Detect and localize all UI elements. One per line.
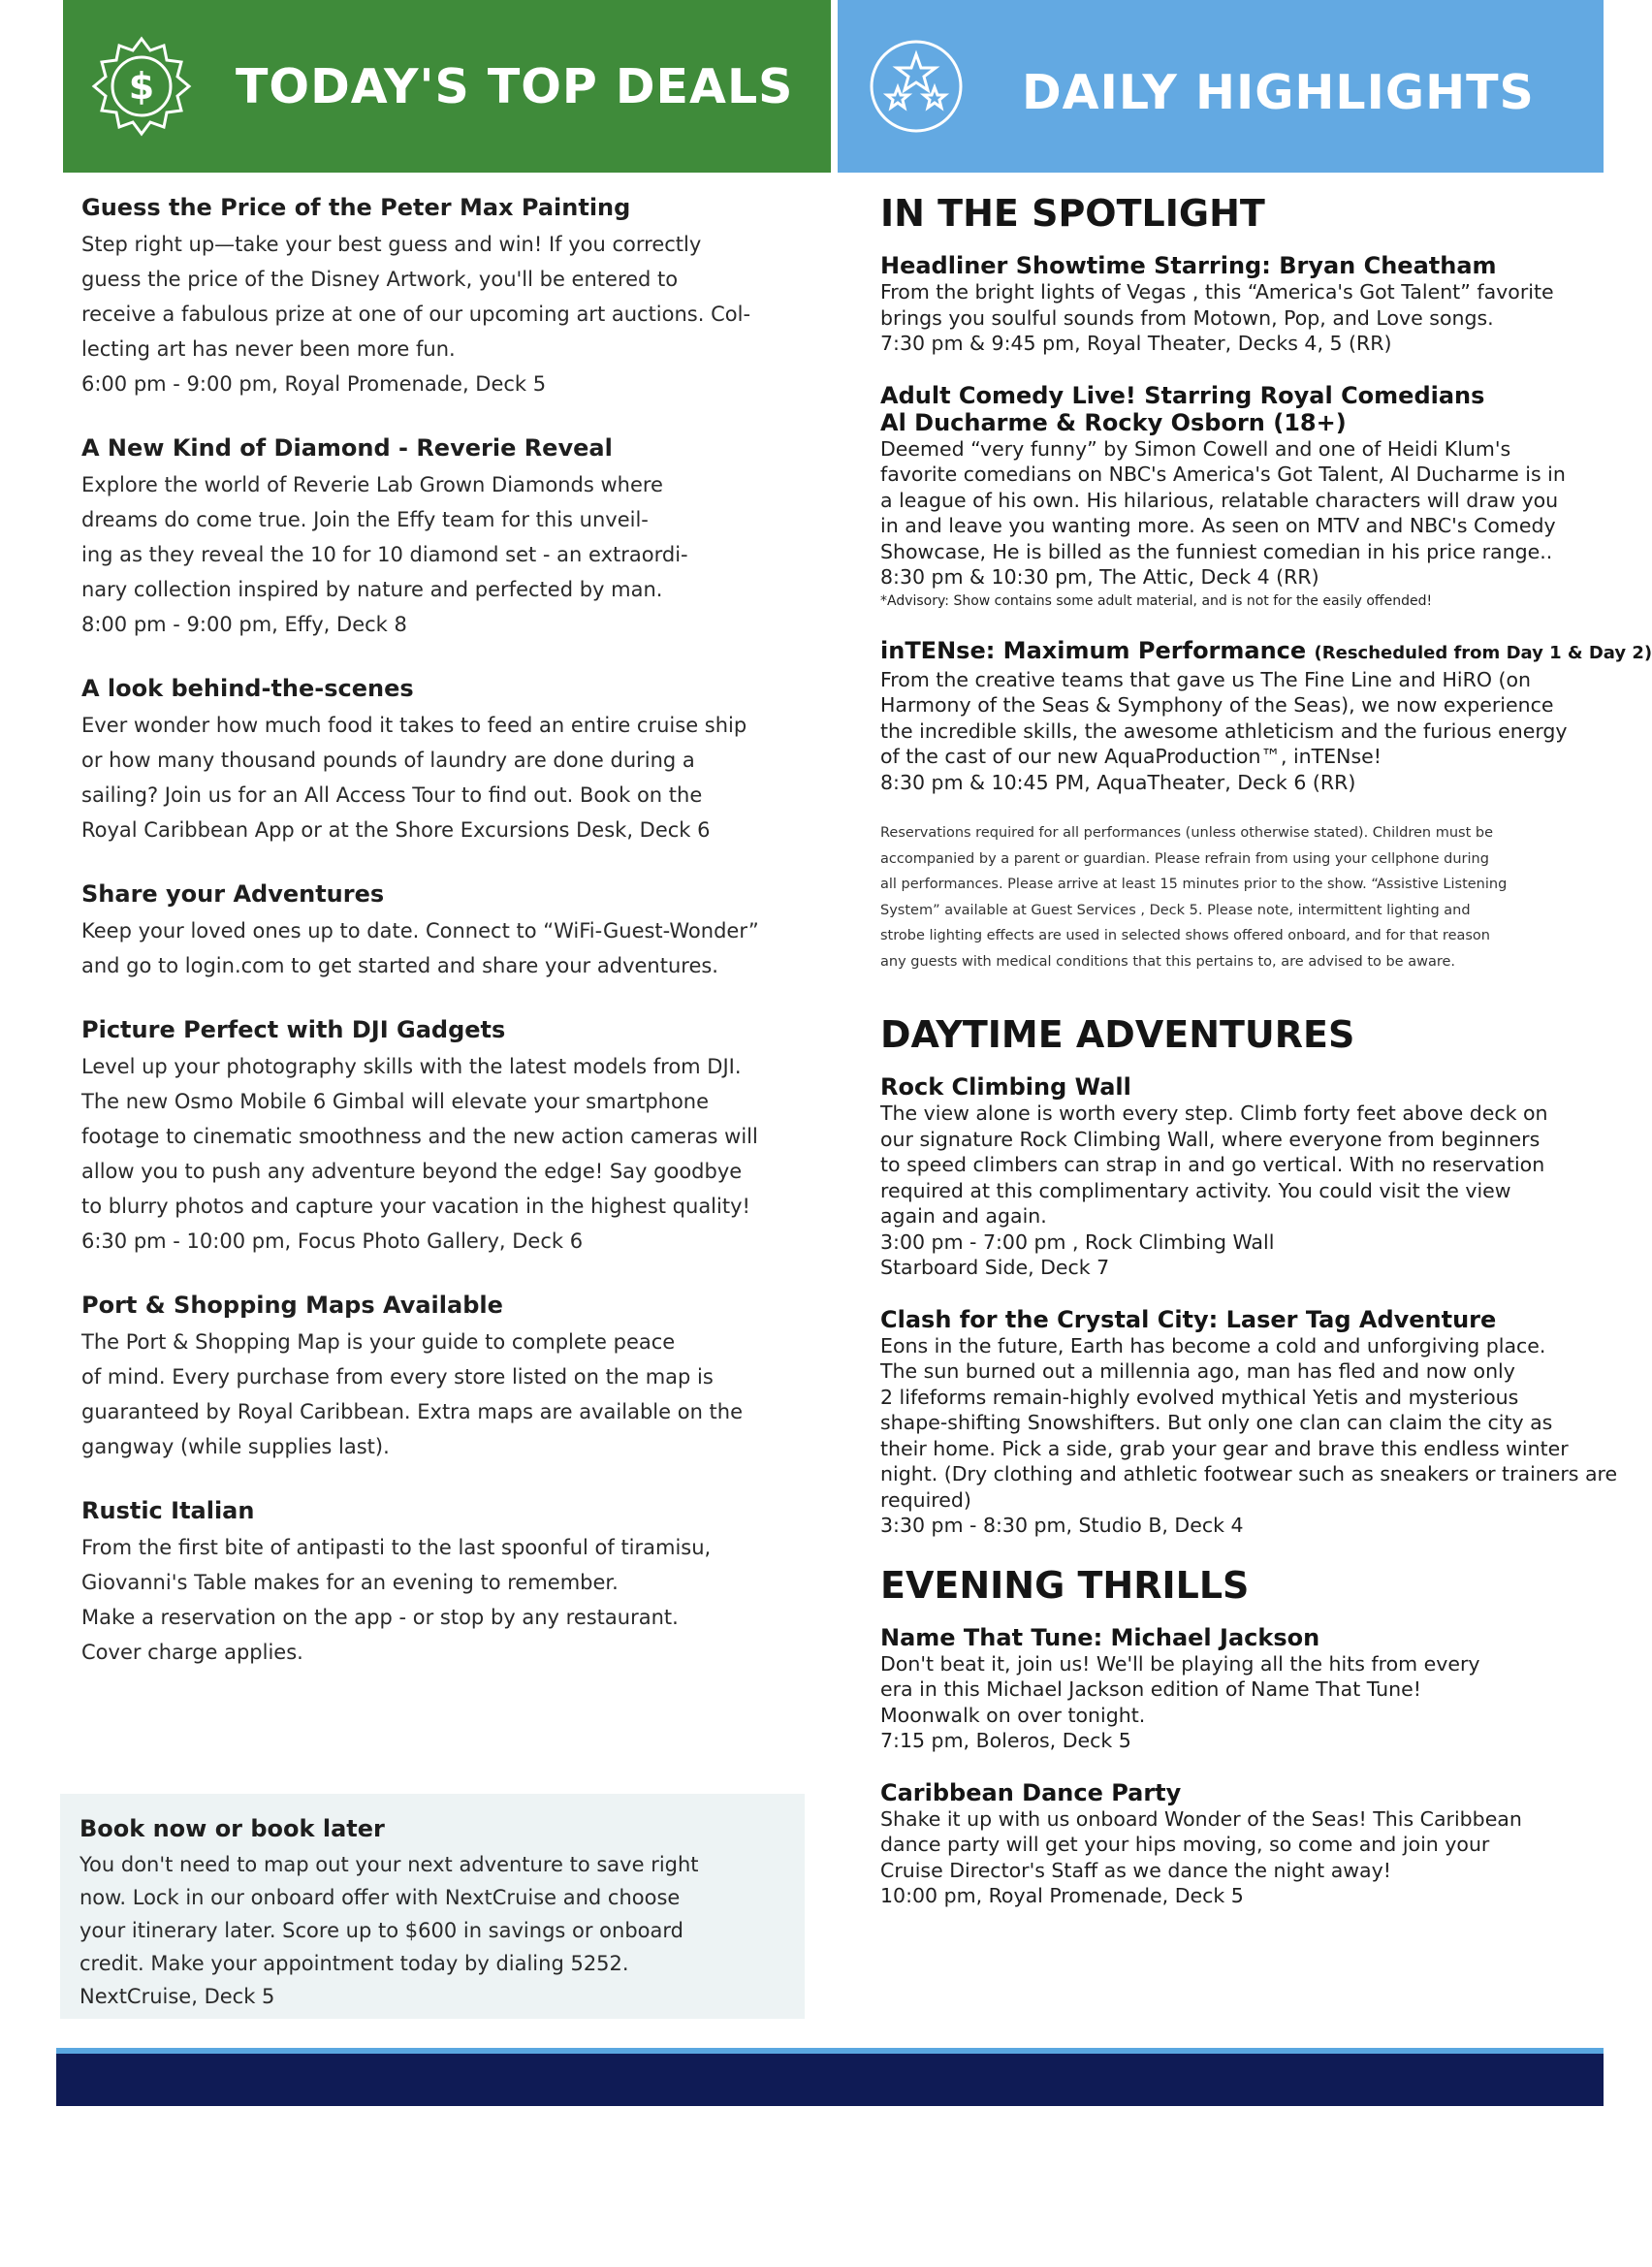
deal-time: 6:00 pm - 9:00 pm, Royal Promenade, Deck 5 xyxy=(81,372,547,396)
deal-body xyxy=(81,1325,789,1464)
event-line: The sun burned out a millennia ago, man has fled and now only xyxy=(880,1359,1515,1383)
event-line: again and again. xyxy=(880,1204,1047,1228)
event-time: 8:30 pm & 10:30 pm, The Attic, Deck 4 (RR) xyxy=(880,565,1319,589)
event-line: era in this Michael Jackson edition of Name That Tune! xyxy=(880,1677,1421,1701)
event-title: Headliner Showtime Starring: Bryan Cheatham xyxy=(880,252,1497,279)
spotlight-heading: IN THE SPOTLIGHT xyxy=(880,192,1265,235)
deal-body xyxy=(81,708,789,847)
event-advisory: *Advisory: Show contains some adult material, and is not for the easily offended! xyxy=(880,592,1433,609)
event-line: night. (Dry clothing and athletic footwear such as sneakers or trainers are xyxy=(880,1462,1618,1485)
event-line: Moonwalk on over tonight. xyxy=(880,1703,1146,1727)
deal-time: 6:30 pm - 10:00 pm, Focus Photo Gallery, Deck 6 xyxy=(81,1229,584,1253)
evening-heading: EVENING THRILLS xyxy=(880,1563,1250,1607)
deal-line: lecting art has never been more fun. xyxy=(81,337,456,361)
fineprint-line: accompanied by a parent or guardian. Please refrain from using your cellphone during xyxy=(880,850,1489,867)
deal-line: nary collection inspired by nature and perfected by man. xyxy=(81,578,663,601)
deal-line: The new Osmo Mobile 6 Gimbal will elevate your smartphone xyxy=(81,1090,710,1113)
deal-line: Explore the world of Reverie Lab Grown Diamonds where xyxy=(81,473,663,496)
deal-body xyxy=(81,913,789,983)
deal-line: or how many thousand pounds of laundry are done during a xyxy=(81,749,695,772)
event-line: From the creative teams that gave us The Fine Line and HiRO (on xyxy=(880,667,1532,691)
deal-title: Port & Shopping Maps Available xyxy=(81,1292,503,1319)
deal-item xyxy=(81,1292,789,1464)
book-now-body xyxy=(79,1848,805,2013)
event-location: Starboard Side, Deck 7 xyxy=(880,1256,1110,1279)
deal-body xyxy=(81,1530,789,1670)
deal-line: footage to cinematic smoothness and the new action cameras will xyxy=(81,1125,758,1148)
deal-body xyxy=(81,227,789,401)
event-line: The view alone is worth every step. Climb forty feet above deck on xyxy=(880,1102,1548,1125)
highlights-column xyxy=(880,192,1652,1934)
daytime-event xyxy=(880,1305,1618,1539)
deal-item xyxy=(81,675,789,847)
event-line: Shake it up with us onboard Wonder of the Seas! This Caribbean xyxy=(880,1806,1522,1831)
footer-bar xyxy=(56,2048,1604,2106)
event-body xyxy=(880,1806,1604,1909)
fineprint-line: all performances. Please arrive at least 15 minutes prior to the show. “Assistive Listening xyxy=(880,877,1508,892)
daytime-event xyxy=(880,1073,1604,1281)
event-title-line: Al Ducharme & Rocky Osborn (18+) xyxy=(880,408,1347,436)
daytime-heading: DAYTIME ADVENTURES xyxy=(880,1013,1355,1056)
event-line: required at this complimentary activity. You could visit the view xyxy=(880,1178,1511,1202)
deal-line: receive a fabulous prize at one of our upcoming art auctions. Col- xyxy=(81,303,751,326)
spotlight-event xyxy=(880,636,1652,796)
event-time: 7:15 pm, Boleros, Deck 5 xyxy=(880,1729,1131,1752)
event-time: 8:30 pm & 10:45 PM, AquaTheater, Deck 6 (RR) xyxy=(880,770,1356,794)
deal-line: Keep your loved ones up to date. Connect to “WiFi-Guest-Wonder” xyxy=(81,919,759,942)
top-deals-banner xyxy=(63,0,831,173)
event-line: shape-shifting Snowshifters. But only one clan can claim the city as xyxy=(880,1411,1553,1434)
event-body xyxy=(880,667,1604,796)
top-deals-title: TODAY'S TOP DEALS xyxy=(236,58,794,114)
deal-item xyxy=(81,1016,789,1259)
deals-list xyxy=(81,194,789,1703)
deal-line: Make a reservation on the app - or stop by any restaurant. xyxy=(81,1606,679,1629)
deal-title: A look behind-the-scenes xyxy=(81,675,414,702)
event-title: Name That Tune: Michael Jackson xyxy=(880,1623,1320,1651)
event-title: Caribbean Dance Party xyxy=(880,1778,1182,1806)
spotlight-event xyxy=(880,252,1604,357)
deal-item xyxy=(81,1497,789,1670)
deal-body xyxy=(81,467,789,642)
deal-title: A New Kind of Diamond - Reverie Reveal xyxy=(81,434,613,462)
event-line: their home. Pick a side, grab your gear and brave this endless winter xyxy=(880,1436,1569,1460)
book-now-line: your itinerary later. Score up to $600 in savings or onboard xyxy=(79,1919,683,1942)
event-title: Clash for the Crystal City: Laser Tag Adventure xyxy=(880,1305,1497,1333)
event-line: of the cast of our new AquaProduction™, inTENse! xyxy=(880,745,1382,768)
event-title-tag: (Rescheduled from Day 1 & Day 2) xyxy=(1314,642,1652,663)
event-body xyxy=(880,279,1604,357)
deal-line: to blurry photos and capture your vacation in the highest quality! xyxy=(81,1195,750,1218)
book-now-line: now. Lock in our onboard offer with NextCruise and choose xyxy=(79,1886,681,1909)
event-body xyxy=(880,436,1604,591)
fineprint-line: strobe lighting effects are used in selected shows offered onboard, and for that reason xyxy=(880,928,1490,943)
svg-text:$: $ xyxy=(128,65,155,108)
deal-line: Giovanni's Table makes for an evening to remember. xyxy=(81,1571,619,1594)
deal-item xyxy=(81,880,789,983)
event-title-line: Adult Comedy Live! Starring Royal Comedians xyxy=(880,381,1485,409)
deal-line: guaranteed by Royal Caribbean. Extra maps are available on the xyxy=(81,1400,744,1423)
deal-line: The Port & Shopping Map is your guide to complete peace xyxy=(81,1330,676,1354)
book-now-line: You don't need to map out your next adventure to save right xyxy=(79,1853,699,1876)
event-line: to speed climbers can strap in and go vertical. With no reservation xyxy=(880,1153,1545,1176)
event-line: required) xyxy=(880,1487,971,1512)
deal-line: of mind. Every purchase from every store listed on the map is xyxy=(81,1365,714,1389)
reservation-fineprint xyxy=(880,820,1604,974)
deal-time: 8:00 pm - 9:00 pm, Effy, Deck 8 xyxy=(81,613,407,636)
evening-event xyxy=(880,1624,1604,1754)
deal-title: Rustic Italian xyxy=(81,1497,255,1524)
deal-line: allow you to push any adventure beyond the edge! Say goodbye xyxy=(81,1160,743,1183)
event-body xyxy=(880,1333,1618,1539)
fineprint-line: System” available at Guest Services , Deck 5. Please note, intermittent lighting and xyxy=(880,902,1471,918)
event-body xyxy=(880,1101,1604,1281)
deal-line: From the first bite of antipasti to the last spoonful of tiramisu, xyxy=(81,1536,712,1559)
deal-line: Ever wonder how much food it takes to feed an entire cruise ship xyxy=(81,714,747,737)
event-line: the incredible skills, the awesome athleticism and the furious energy xyxy=(880,718,1568,743)
event-line: our signature Rock Climbing Wall, where everyone from beginners xyxy=(880,1127,1541,1151)
event-line: a league of his own. His hilarious, relatable characters will draw you xyxy=(880,488,1559,512)
spotlight-event xyxy=(880,382,1604,612)
deal-line: Level up your photography skills with the latest models from DJI. xyxy=(81,1055,742,1078)
deal-item xyxy=(81,194,789,401)
daily-highlights-banner xyxy=(838,0,1604,173)
event-time: 3:00 pm - 7:00 pm , Rock Climbing Wall xyxy=(880,1229,1275,1254)
event-title: Rock Climbing Wall xyxy=(880,1073,1131,1101)
fineprint-line: Reservations required for all performances (unless otherwise stated). Children must be xyxy=(880,825,1494,841)
deal-line: Cover charge applies. xyxy=(81,1641,303,1664)
event-line: 2 lifeforms remain-highly evolved mythical Yetis and mysterious xyxy=(880,1385,1519,1409)
dollar-badge-icon xyxy=(88,33,195,140)
event-line: Cruise Director's Staff as we dance the night away! xyxy=(880,1858,1391,1882)
event-line: dance party will get your hips moving, so come and join your xyxy=(880,1833,1490,1856)
event-title xyxy=(880,382,1604,436)
event-line: favorite comedians on NBC's America's Got Talent, Al Ducharme is in xyxy=(880,463,1566,486)
deal-line: sailing? Join us for an All Access Tour to find out. Book on the xyxy=(81,783,703,807)
deal-line: ing as they reveal the 10 for 10 diamond set - an extraordi- xyxy=(81,543,688,566)
event-line: Don't beat it, join us! We'll be playing all the hits from every xyxy=(880,1651,1480,1676)
event-title xyxy=(880,636,1652,667)
deal-line: guess the price of the Disney Artwork, you'll be entered to xyxy=(81,268,679,291)
deal-line: Step right up—take your best guess and win! If you correctly xyxy=(81,233,702,256)
deal-item xyxy=(81,434,789,642)
deal-title: Guess the Price of the Peter Max Painting xyxy=(81,194,631,221)
book-now-box xyxy=(60,1794,805,2019)
deal-line: and go to login.com to get started and share your adventures. xyxy=(81,954,718,977)
event-line: From the bright lights of Vegas , this “America's Got Talent” favorite xyxy=(880,280,1554,303)
event-line: Eons in the future, Earth has become a cold and unforgiving place. xyxy=(880,1333,1546,1357)
deal-line: Royal Caribbean App or at the Shore Excursions Desk, Deck 6 xyxy=(81,818,711,842)
deal-title: Share your Adventures xyxy=(81,880,385,908)
event-body xyxy=(880,1651,1604,1754)
event-line: Showcase, He is billed as the funniest comedian in his price range.. xyxy=(880,539,1553,563)
deal-title: Picture Perfect with DJI Gadgets xyxy=(81,1016,506,1043)
event-title-main: inTENse: Maximum Performance xyxy=(880,636,1315,664)
deal-line: dreams do come true. Join the Effy team for this unveil- xyxy=(81,508,649,531)
book-now-line: credit. Make your appointment today by dialing 5252. xyxy=(79,1952,629,1975)
event-time: 7:30 pm & 9:45 pm, Royal Theater, Decks 4, 5 (RR) xyxy=(880,332,1392,355)
fineprint-line: any guests with medical conditions that this pertains to, are advised to be aware. xyxy=(880,953,1456,970)
star-badge-icon xyxy=(863,33,969,140)
evening-event xyxy=(880,1779,1604,1909)
deal-body xyxy=(81,1049,789,1259)
book-now-location: NextCruise, Deck 5 xyxy=(79,1985,275,2008)
book-now-title: Book now or book later xyxy=(79,1815,385,1842)
event-line: in and leave you wanting more. As seen on MTV and NBC's Comedy xyxy=(880,514,1556,537)
deal-line: gangway (while supplies last). xyxy=(81,1435,390,1458)
event-time: 3:30 pm - 8:30 pm, Studio B, Deck 4 xyxy=(880,1514,1244,1537)
event-line: brings you soulful sounds from Motown, Pop, and Love songs. xyxy=(880,305,1494,330)
event-line: Harmony of the Seas & Symphony of the Seas), we now experience xyxy=(880,693,1554,717)
daily-highlights-title: DAILY HIGHLIGHTS xyxy=(1022,64,1535,120)
event-line: Deemed “very funny” by Simon Cowell and one of Heidi Klum's xyxy=(880,436,1511,461)
event-time: 10:00 pm, Royal Promenade, Deck 5 xyxy=(880,1884,1244,1907)
